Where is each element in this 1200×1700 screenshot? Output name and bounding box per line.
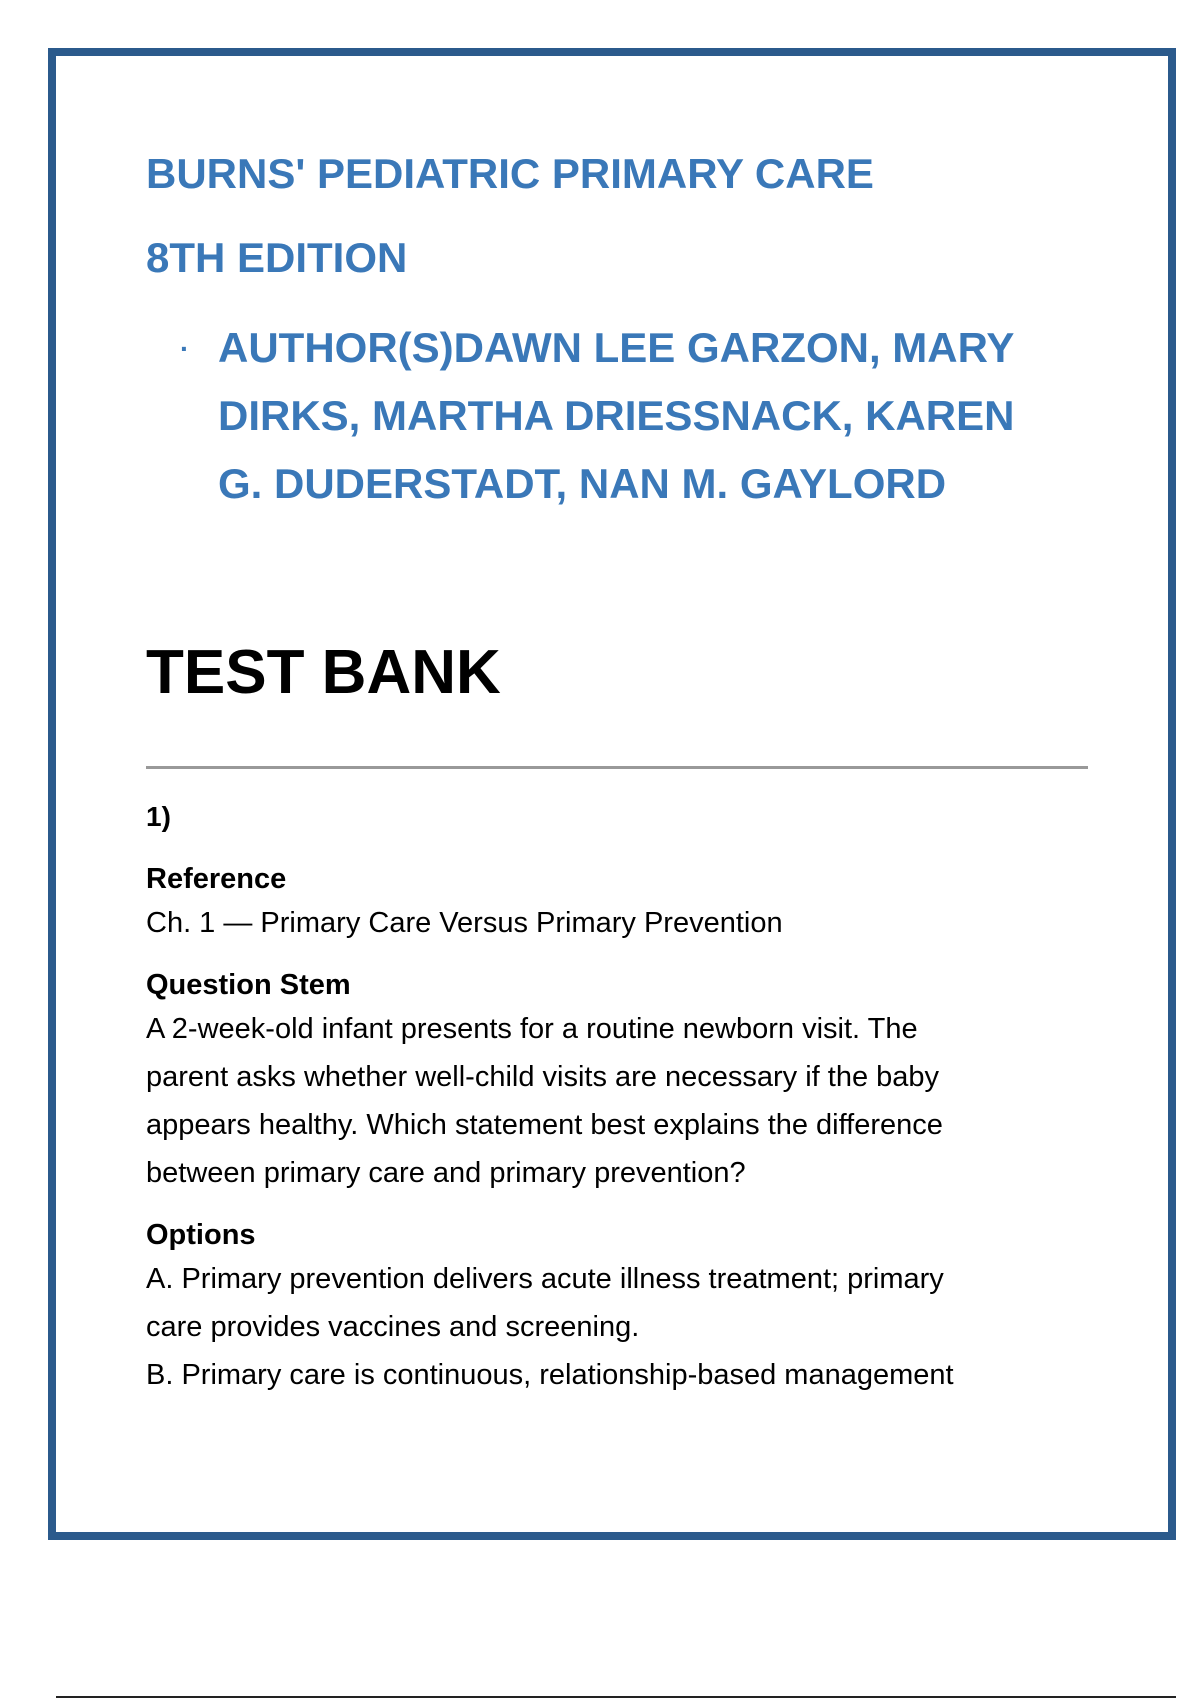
option-line: B. Primary care is continuous, relationship-based management: [146, 1359, 954, 1391]
section-title: TEST BANK: [146, 638, 501, 707]
options-list: [146, 1255, 1096, 1399]
option-line: A. Primary prevention delivers acute illness treatment; primary: [146, 1263, 944, 1295]
stem-label: Question Stem: [146, 969, 351, 1001]
document-content: [146, 150, 1096, 1399]
book-title: BURNS' PEDIATRIC PRIMARY CARE: [146, 150, 874, 197]
bullet-icon: ·: [180, 333, 190, 364]
stem-line: appears healthy. Which statement best explains the difference: [146, 1109, 943, 1141]
authors-line: AUTHOR(S)DAWN LEE GARZON, MARY: [218, 324, 1015, 371]
book-edition: 8TH EDITION: [146, 234, 408, 281]
reference-text: Ch. 1 — Primary Care Versus Primary Prevention: [146, 907, 783, 939]
stem-line: between primary care and primary prevention?: [146, 1157, 746, 1189]
option-line: care provides vaccines and screening.: [146, 1311, 640, 1343]
footer-rule: [56, 1696, 1176, 1698]
stem-line: parent asks whether well-child visits are necessary if the baby: [146, 1061, 940, 1093]
reference-label: Reference: [146, 863, 287, 895]
authors-line: G. DUDERSTADT, NAN M. GAYLORD: [218, 460, 947, 507]
authors-list: [218, 314, 1058, 518]
question-number: 1): [146, 801, 171, 832]
authors-block: [146, 314, 1096, 518]
divider: [146, 766, 1088, 769]
question-stem: [146, 1005, 1096, 1197]
authors-line: DIRKS, MARTHA DRIESSNACK, KAREN: [218, 392, 1015, 439]
stem-line: A 2-week-old infant presents for a routine newborn visit. The: [146, 1013, 918, 1045]
options-label: Options: [146, 1219, 256, 1251]
